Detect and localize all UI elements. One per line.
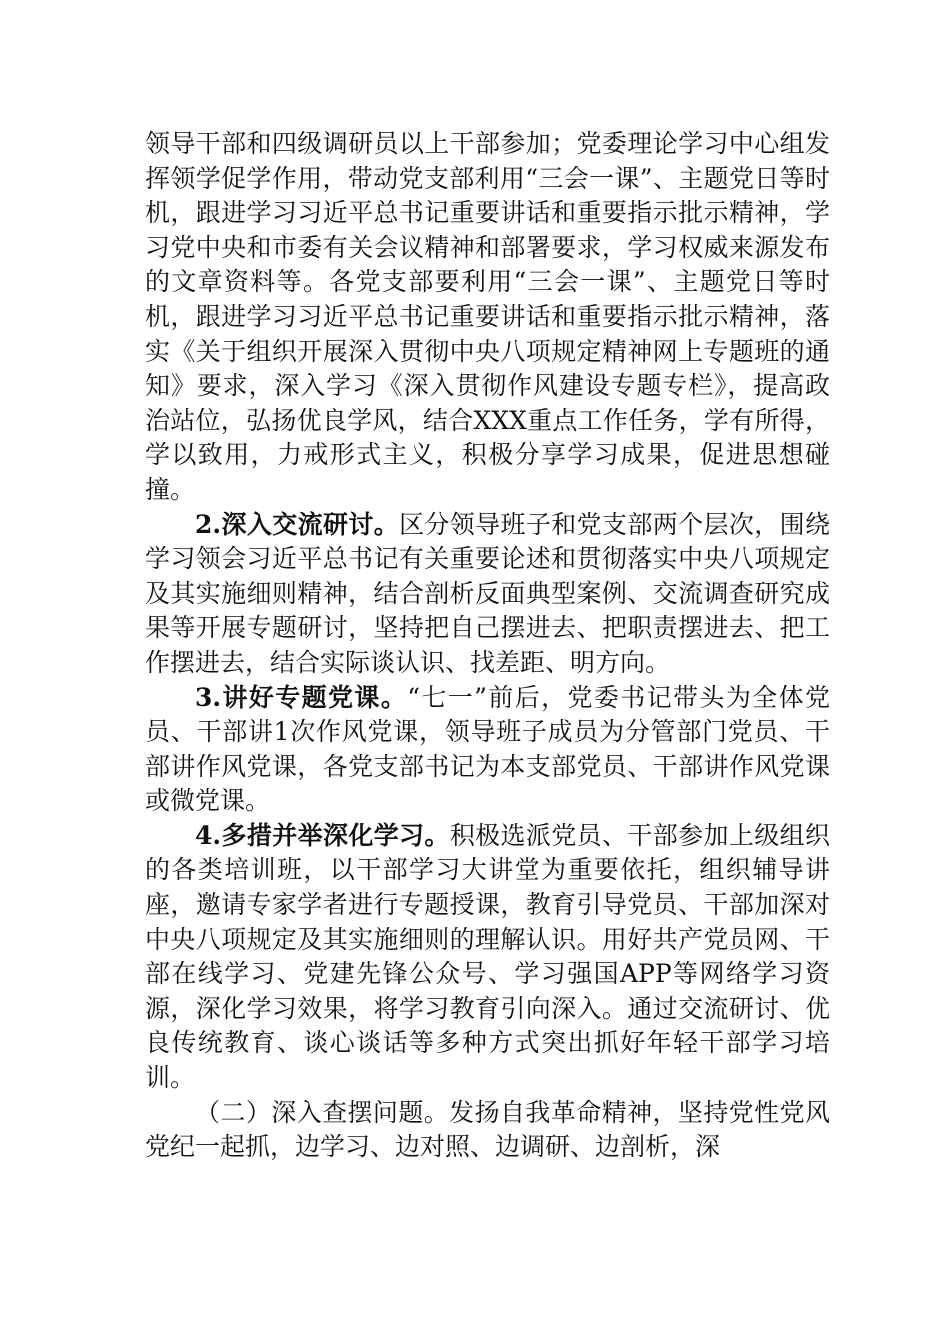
paragraph-text: （二）深入查摆问题。发扬自我革命精神，坚持党性党风党纪一起抓，边学习、边对照、边调研、边剖析，深	[145, 1097, 830, 1162]
paragraph-text: 领导干部和四级调研员以上干部参加；党委理论学习中心组发挥领学促学作用，带动党支部利用“三会一课”、主题党日等时机，跟进学习习近平总书记重要讲话和重要指示批示精神，学习党中央和市委有关会议精神和部署要求，学习权威来源发布的文章资料等。各党支部要利用“三会一课”、主题党日等时机，跟进学习习近平总书记重要讲话和重要指示批示精神，落实《关于组织开展深入贯彻中央八项规定精神网上专题班的通知》要求，深入学习《深入贯彻作风建设专题专栏》，提高政治站位，弘扬优良学风，结合XXX重点工作任务，学有所得，学以致用，力戒形式主义，积极分享学习成果，促进思想碰撞。	[145, 129, 830, 504]
paragraph-text: “七一”前后，党委书记带头为全体党员、干部讲1次作风党课，领导班子成员为分管部门党员、干部讲作风党课，各党支部书记为本支部党员、干部讲作风党课或微党课。	[145, 682, 830, 816]
paragraph-text: 积极选派党员、干部参加上级组织的各类培训班，以干部学习大讲堂为重要依托，组织辅导讲座，邀请专家学者进行专题授课，教育引导党员、干部加深对中央八项规定及其实施细则的理解认识。用好共产党员网、干部在线学习、党建先锋公众号、学习强国APP等网络学习资源，深化学习效果，将学习教育引向深入。通过交流研讨、优良传统教育、谈心谈话等多种方式突出抓好年轻干部学习培训。	[145, 820, 830, 1093]
paragraph-party-lecture	[145, 681, 830, 819]
paragraph-continuation	[145, 127, 830, 508]
paragraph-text: 区分领导班子和党支部两个层次，围绕学习领会习近平总书记有关重要论述和贯彻落实中央八项规定及其实施细则精神，结合剖析反面典型案例、交流调查研究成果等开展专题研讨，坚持把自己摆进去、把职责摆进去、把工作摆进去，结合实际谈认识、找差距、明方向。	[145, 509, 830, 677]
paragraph-deepen-learning	[145, 819, 830, 1096]
paragraph-find-problems	[145, 1096, 830, 1165]
paragraph-heading: 2.深入交流研讨。	[195, 509, 400, 539]
paragraph-exchange-discussion	[145, 508, 830, 681]
paragraph-heading: 4.多措并举深化学习。	[195, 820, 450, 850]
document-body	[145, 127, 830, 1165]
paragraph-heading: 3.讲好专题党课。	[195, 682, 408, 712]
